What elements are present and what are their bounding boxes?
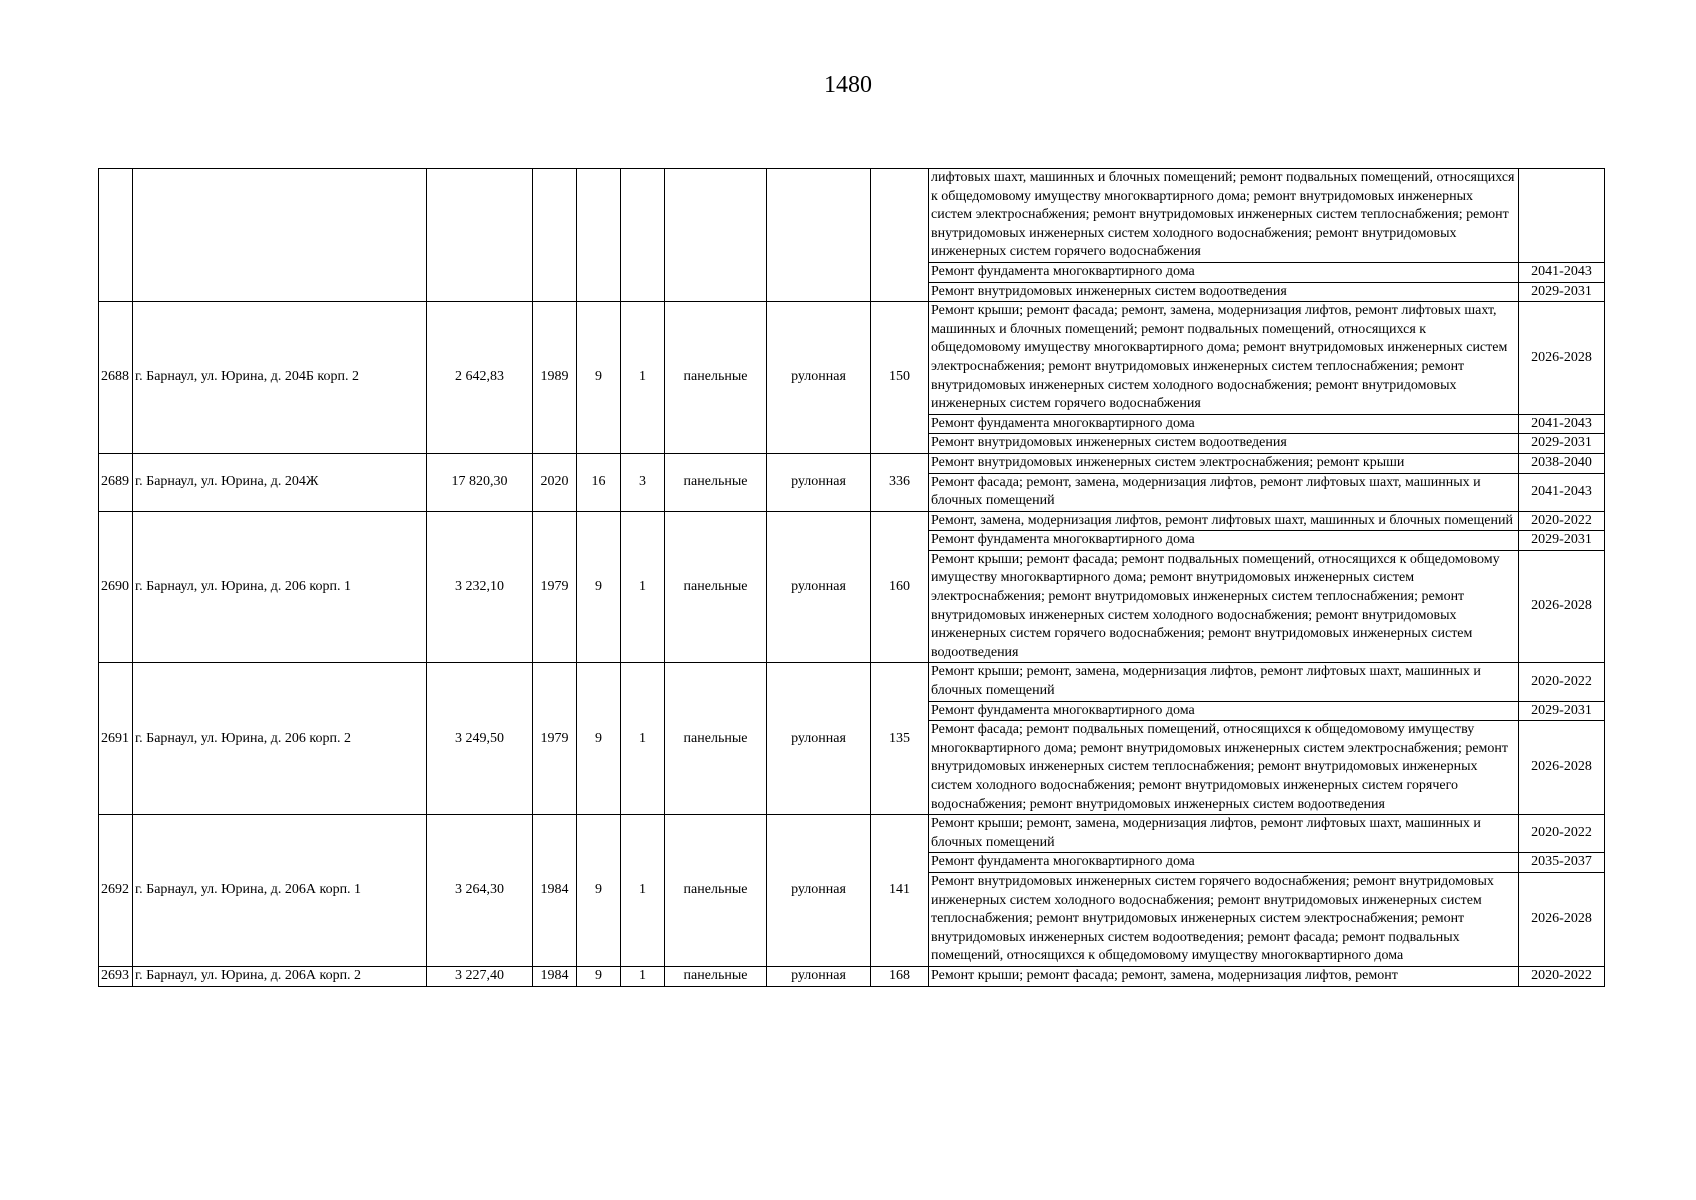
- repair-works-cell: Ремонт крыши; ремонт, замена, модернизация лифтов, ремонт лифтовых шахт, машинных и блочных помещений: [929, 663, 1519, 701]
- repair-works-cell: Ремонт внутридомовых инженерных систем горячего водоснабжения; ремонт внутридомовых инженерных систем холодного водоснабжения; ремонт внутридомовых инженерных систем теплоснабжения; ремонт внутридомовых инженерных систем электроснабжения; ремонт внутридомовых инженерных систем водоотведения; ремонт фасада; ремонт подвальных помещений, относящихся к общедомовому имуществу многоквартирного дома: [929, 872, 1519, 966]
- repair-works-cell: Ремонт фундамента многоквартирного дома: [929, 414, 1519, 434]
- year-cell: 2020: [533, 453, 577, 511]
- repair-works-cell: Ремонт внутридомовых инженерных систем электроснабжения; ремонт крыши: [929, 453, 1519, 473]
- repair-period-cell: 2041-2043: [1519, 262, 1605, 282]
- repair-works-cell: Ремонт фундамента многоквартирного дома: [929, 262, 1519, 282]
- table-row: [99, 302, 1605, 415]
- roof-type-cell: рулонная: [767, 966, 871, 986]
- repair-period-cell: 2035-2037: [1519, 853, 1605, 873]
- year-cell: 1979: [533, 511, 577, 663]
- repair-works-cell: Ремонт внутридомовых инженерных систем водоотведения: [929, 434, 1519, 454]
- area-cell: 17 820,30: [427, 453, 533, 511]
- roof-type-cell: [767, 169, 871, 302]
- walls-material-cell: панельные: [665, 815, 767, 967]
- walls-material-cell: панельные: [665, 511, 767, 663]
- repair-works-cell: Ремонт крыши; ремонт фасада; ремонт, замена, модернизация лифтов, ремонт лифтовых шахт, машинных и блочных помещений; ремонт подвальных помещений, относящихся к общедомовому имуществу многоквартирного дома; ремонт внутридомовых инженерных систем электроснабжения; ремонт внутридомовых инженерных систем теплоснабжения; ремонт внутридомовых инженерных систем холодного водоснабжения; ремонт внутридомовых инженерных систем горячего водоснабжения: [929, 302, 1519, 415]
- address-cell: г. Барнаул, ул. Юрина, д. 204Б корп. 2: [133, 302, 427, 454]
- walls-material-cell: панельные: [665, 663, 767, 815]
- address-cell: г. Барнаул, ул. Юрина, д. 206 корп. 1: [133, 511, 427, 663]
- repair-works-cell: Ремонт фундамента многоквартирного дома: [929, 531, 1519, 551]
- year-cell: 1984: [533, 966, 577, 986]
- entrances-cell: 1: [621, 663, 665, 815]
- capital-repair-table: [98, 168, 1605, 987]
- row-number: 2693: [99, 966, 133, 986]
- repair-period-cell: 2029-2031: [1519, 434, 1605, 454]
- repair-period-cell: 2026-2028: [1519, 872, 1605, 966]
- year-cell: 1989: [533, 302, 577, 454]
- address-cell: г. Барнаул, ул. Юрина, д. 204Ж: [133, 453, 427, 511]
- area-cell: 2 642,83: [427, 302, 533, 454]
- address-cell: г. Барнаул, ул. Юрина, д. 206А корп. 2: [133, 966, 427, 986]
- residents-cell: 150: [871, 302, 929, 454]
- repair-works-cell: лифтовых шахт, машинных и блочных помещений; ремонт подвальных помещений, относящихся к общедомовому имуществу многоквартирного дома; ремонт внутридомовых инженерных систем электроснабжения; ремонт внутридомовых инженерных систем теплоснабжения; ремонт внутридомовых инженерных систем холодного водоснабжения; ремонт внутридомовых инженерных систем горячего водоснабжения: [929, 169, 1519, 263]
- table-row: [99, 815, 1605, 853]
- row-number: 2692: [99, 815, 133, 967]
- year-cell: 1984: [533, 815, 577, 967]
- floors-cell: 9: [577, 302, 621, 454]
- roof-type-cell: рулонная: [767, 302, 871, 454]
- year-cell: [533, 169, 577, 302]
- table-row: [99, 966, 1605, 986]
- repair-period-cell: 2026-2028: [1519, 721, 1605, 815]
- area-cell: 3 264,30: [427, 815, 533, 967]
- walls-material-cell: панельные: [665, 453, 767, 511]
- floors-cell: 9: [577, 511, 621, 663]
- area-cell: [427, 169, 533, 302]
- row-number: 2688: [99, 302, 133, 454]
- repair-works-cell: Ремонт фундамента многоквартирного дома: [929, 701, 1519, 721]
- row-number: 2689: [99, 453, 133, 511]
- repair-works-cell: Ремонт крыши; ремонт фасада; ремонт подвальных помещений, относящихся к общедомовому имуществу многоквартирного дома; ремонт внутридомовых инженерных систем электроснабжения; ремонт внутридомовых инженерных систем теплоснабжения; ремонт внутридомовых инженерных систем холодного водоснабжения; ремонт внутридомовых инженерных систем горячего водоснабжения; ремонт внутридомовых инженерных систем водоотведения: [929, 550, 1519, 663]
- roof-type-cell: рулонная: [767, 663, 871, 815]
- residents-cell: [871, 169, 929, 302]
- row-number: 2691: [99, 663, 133, 815]
- table-row: [99, 511, 1605, 531]
- address-cell: [133, 169, 427, 302]
- table-row: [99, 453, 1605, 473]
- repair-period-cell: 2041-2043: [1519, 414, 1605, 434]
- walls-material-cell: панельные: [665, 302, 767, 454]
- page-number: 1480: [824, 72, 872, 98]
- repair-period-cell: 2029-2031: [1519, 531, 1605, 551]
- table-row: [99, 663, 1605, 701]
- repair-period-cell: 2026-2028: [1519, 302, 1605, 415]
- repair-works-cell: Ремонт, замена, модернизация лифтов, ремонт лифтовых шахт, машинных и блочных помещений: [929, 511, 1519, 531]
- floors-cell: 9: [577, 663, 621, 815]
- table-body: [99, 169, 1605, 987]
- repair-works-cell: Ремонт фундамента многоквартирного дома: [929, 853, 1519, 873]
- repair-period-cell: 2029-2031: [1519, 701, 1605, 721]
- table-row: [99, 169, 1605, 263]
- residents-cell: 160: [871, 511, 929, 663]
- entrances-cell: 3: [621, 453, 665, 511]
- repair-period-cell: [1519, 169, 1605, 263]
- residents-cell: 336: [871, 453, 929, 511]
- row-number: 2690: [99, 511, 133, 663]
- repair-period-cell: 2020-2022: [1519, 663, 1605, 701]
- repair-period-cell: 2041-2043: [1519, 473, 1605, 511]
- address-cell: г. Барнаул, ул. Юрина, д. 206А корп. 1: [133, 815, 427, 967]
- area-cell: 3 232,10: [427, 511, 533, 663]
- entrances-cell: 1: [621, 302, 665, 454]
- floors-cell: 16: [577, 453, 621, 511]
- entrances-cell: 1: [621, 966, 665, 986]
- repair-works-cell: Ремонт фасада; ремонт, замена, модернизация лифтов, ремонт лифтовых шахт, машинных и блочных помещений: [929, 473, 1519, 511]
- repair-period-cell: 2020-2022: [1519, 966, 1605, 986]
- residents-cell: 141: [871, 815, 929, 967]
- area-cell: 3 249,50: [427, 663, 533, 815]
- repair-period-cell: 2020-2022: [1519, 815, 1605, 853]
- residents-cell: 135: [871, 663, 929, 815]
- repair-period-cell: 2026-2028: [1519, 550, 1605, 663]
- repair-period-cell: 2020-2022: [1519, 511, 1605, 531]
- residents-cell: 168: [871, 966, 929, 986]
- address-cell: г. Барнаул, ул. Юрина, д. 206 корп. 2: [133, 663, 427, 815]
- entrances-cell: [621, 169, 665, 302]
- repair-works-cell: Ремонт внутридомовых инженерных систем водоотведения: [929, 282, 1519, 302]
- roof-type-cell: рулонная: [767, 453, 871, 511]
- repair-works-cell: Ремонт фасада; ремонт подвальных помещений, относящихся к общедомовому имуществу многоквартирного дома; ремонт внутридомовых инженерных систем электроснабжения; ремонт внутридомовых инженерных систем теплоснабжения; ремонт внутридомовых инженерных систем холодного водоснабжения; ремонт внутридомовых инженерных систем горячего водоснабжения; ремонт внутридомовых инженерных систем водоотведения: [929, 721, 1519, 815]
- row-number: [99, 169, 133, 302]
- repair-period-cell: 2029-2031: [1519, 282, 1605, 302]
- entrances-cell: 1: [621, 815, 665, 967]
- floors-cell: 9: [577, 815, 621, 967]
- repair-works-cell: Ремонт крыши; ремонт фасада; ремонт, замена, модернизация лифтов, ремонт: [929, 966, 1519, 986]
- repair-works-cell: Ремонт крыши; ремонт, замена, модернизация лифтов, ремонт лифтовых шахт, машинных и блочных помещений: [929, 815, 1519, 853]
- area-cell: 3 227,40: [427, 966, 533, 986]
- repair-period-cell: 2038-2040: [1519, 453, 1605, 473]
- walls-material-cell: [665, 169, 767, 302]
- floors-cell: 9: [577, 966, 621, 986]
- entrances-cell: 1: [621, 511, 665, 663]
- year-cell: 1979: [533, 663, 577, 815]
- walls-material-cell: панельные: [665, 966, 767, 986]
- roof-type-cell: рулонная: [767, 815, 871, 967]
- floors-cell: [577, 169, 621, 302]
- roof-type-cell: рулонная: [767, 511, 871, 663]
